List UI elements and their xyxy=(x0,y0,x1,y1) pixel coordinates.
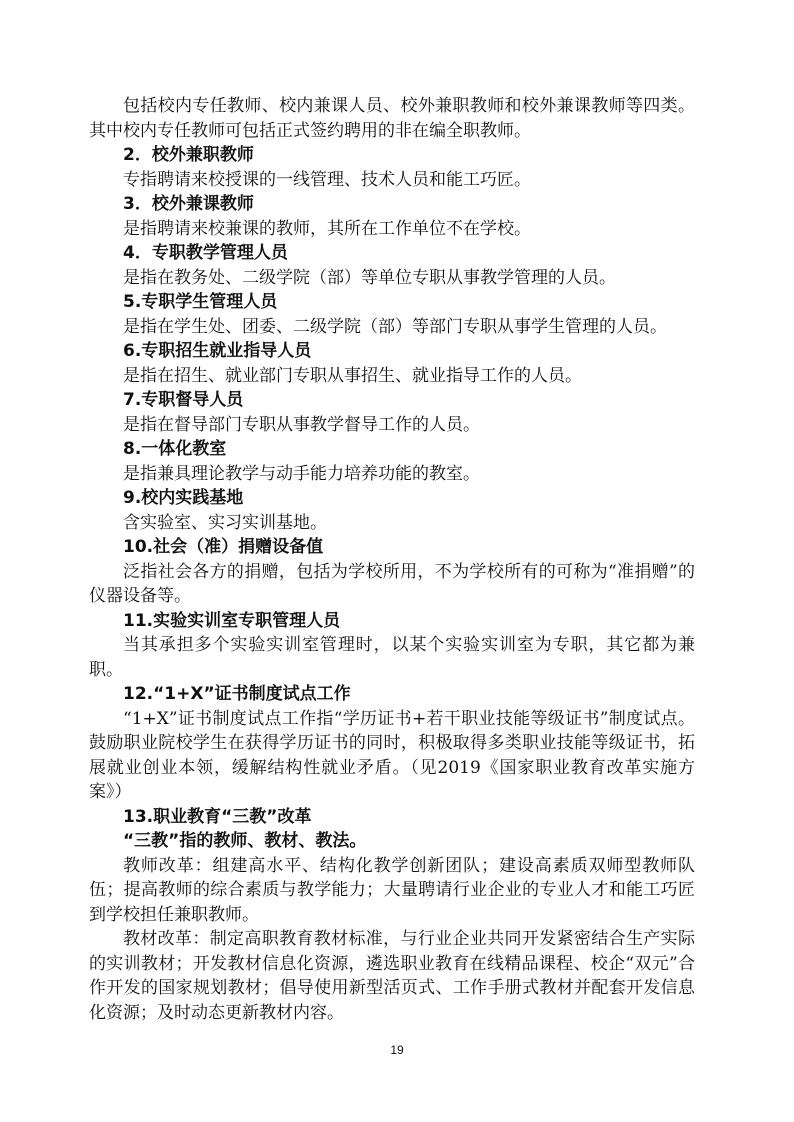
section-heading: 4．专职教学管理人员 xyxy=(123,243,288,263)
section-heading: 10.社会（准）捐赠设备值 xyxy=(123,537,324,557)
body-paragraph: 含实验室、实习实训基地。 xyxy=(123,512,327,533)
section-heading: “三教”指的教师、教材、教法。 xyxy=(123,831,367,851)
section-heading: 13.职业教育“三教”改革 xyxy=(123,806,312,827)
body-paragraph: 泛指社会各方的捐赠，包括为学校所用，不为学校所有的可称为“准捐赠”的仪器设备等。 xyxy=(89,561,695,606)
section-heading: 3．校外兼课教师 xyxy=(123,194,254,214)
section-heading: 6.专职招生就业指导人员 xyxy=(123,341,312,361)
section-heading: 9.校内实践基地 xyxy=(123,488,244,508)
section-heading: 2．校外兼职教师 xyxy=(123,145,254,165)
body-paragraph: “1+X”证书制度试点工作指“学历证书+若干职业技能等级证书”制度试点。鼓励职业院校学生在获得学历证书的同时，积极取得多类职业技能等级证书，拓展就业创业本领，缓解结构性就业矛盾。（见2019《国家职业教育改革实施方案》） xyxy=(89,708,695,802)
body-paragraph: 是指在招生、就业部门专职从事招生、就业指导工作的人员。 xyxy=(123,365,582,386)
body-paragraph: 专指聘请来校授课的一线管理、技术人员和能工巧匠。 xyxy=(123,169,531,190)
section-heading: 5.专职学生管理人员 xyxy=(123,292,278,312)
body-paragraph: 是指在督导部门专职从事教学督导工作的人员。 xyxy=(123,414,480,435)
body-paragraph: 是指聘请来校兼课的教师，其所在工作单位不在学校。 xyxy=(123,218,531,239)
body-paragraph: 教师改革：组建高水平、结构化教学创新团队；建设高素质双师型教师队伍；提高教师的综合素质与教学能力；大量聘请行业企业的专业人才和能工巧匠到学校担任兼职教师。 xyxy=(89,855,695,925)
section-heading: 12.“1+X”证书制度试点工作 xyxy=(123,684,351,704)
body-paragraph: 包括校内专任教师、校内兼课人员、校外兼职教师和校外兼课教师等四类。其中校内专任教师可包括正式签约聘用的非在编全职教师。 xyxy=(89,96,695,141)
body-paragraph: 是指在学生处、团委、二级学院（部）等部门专职从事学生管理的人员。 xyxy=(123,316,667,337)
document-body xyxy=(89,94,695,1025)
body-paragraph: 是指兼具理论教学与动手能力培养功能的教室。 xyxy=(123,463,480,484)
section-heading: 11.实验实训室专职管理人员 xyxy=(123,610,341,631)
body-paragraph: 教材改革：制定高职教育教材标准，与行业企业共同开发紧密结合生产实际的实训教材；开发教材信息化资源，遴选职业教育在线精品课程、校企“双元”合作开发的国家规划教材；倡导使用新型活页式、工作手册式教材并配套开发信息化资源；及时动态更新教材内容。 xyxy=(89,929,695,1023)
section-heading: 7.专职督导人员 xyxy=(123,390,244,410)
body-paragraph: 当其承担多个实验实训室管理时，以某个实验实训室为专职，其它都为兼职。 xyxy=(89,635,695,680)
section-heading: 8.一体化教室 xyxy=(123,439,227,459)
body-paragraph: 是指在教务处、二级学院（部）等单位专职从事教学管理的人员。 xyxy=(123,267,616,288)
page-number: 19 xyxy=(390,1043,404,1057)
